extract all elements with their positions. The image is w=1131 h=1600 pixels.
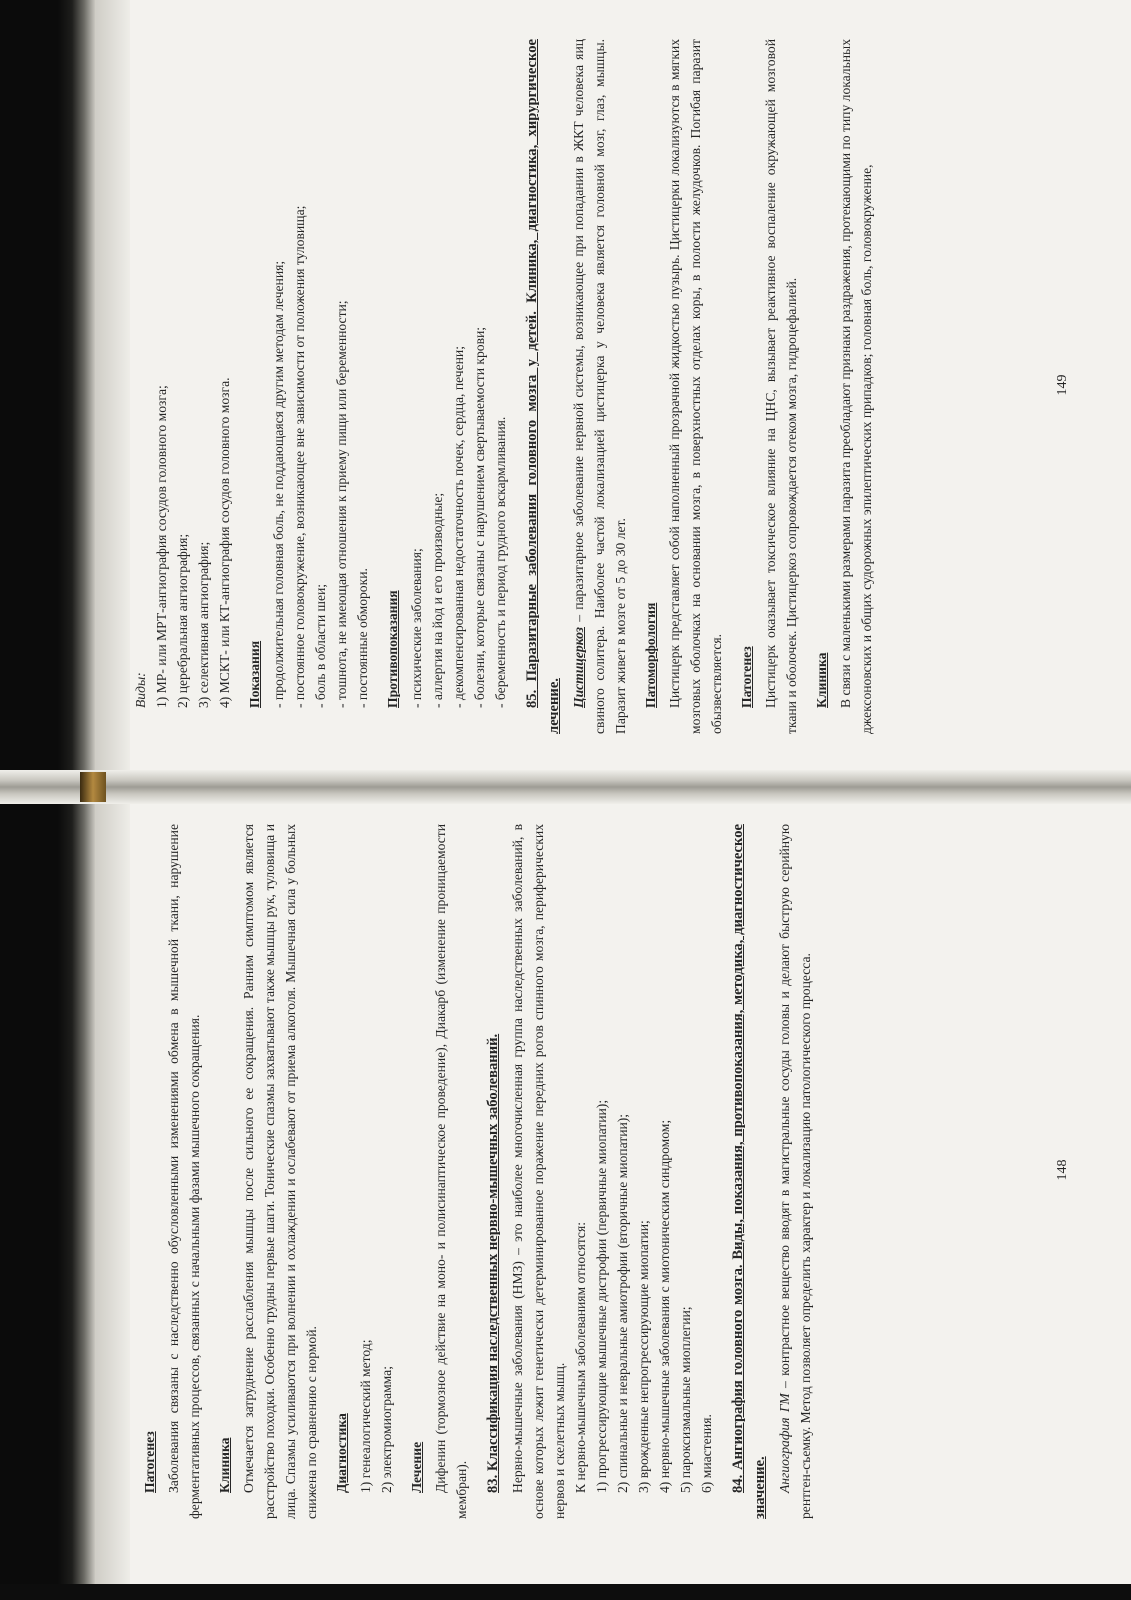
- list-item-83: 3) врожденные непрогрессирующие миопатии;: [636, 1220, 651, 1493]
- list-item-83: 6) миастения.: [699, 1414, 714, 1493]
- heading-diagnostika: Диагностика: [334, 1413, 349, 1493]
- scanner-bottom-edge: [0, 1584, 1131, 1600]
- paragraph-klinika: Отмечается затруднение расслабления мышцы после сильного ее сокращения. Ранним симптомом является расстройство походки. Особенно трудны первые шаги. Тонические спазмы захватывают также мышцы рук, туловища и лица. Спазмы усиливаются при волнении и охлаждении и ослабевают от приема алкоголя. Мышечная сила у больных снижена по сравнению с нормой.: [241, 824, 319, 1519]
- diagnostika-item: 2) электромиограмма;: [379, 1366, 394, 1493]
- protivopokazania-item: - психические заболевания;: [409, 548, 424, 708]
- section-83-title: Классификация наследственных нервно-мышечных заболеваний.: [485, 1033, 501, 1472]
- section-84-heading: [727, 824, 771, 1519]
- page-149-text: [130, 39, 877, 734]
- list-item-83: 1) прогрессирующие мышечные дистрофии (первичные миопатии);: [594, 1099, 609, 1493]
- heading-protivopokazania: Противопоказания: [385, 590, 400, 708]
- term-cysticercosis: Цистицеркоз: [571, 627, 586, 708]
- heading-patogenez: Патогенез: [142, 1431, 157, 1493]
- paragraph-patogenez-149: Цистицерк оказывает токсическое влияние на ЦНС, вызывает реактивное воспаление окружающей мозговой ткани и оболочек. Цистицеркоз сопровождается отеком мозга, гидроцефалией.: [763, 39, 799, 734]
- vidy-item: 1) МР- или МРТ-ангиография сосудов головного мозга;: [154, 385, 169, 708]
- protivopokazania-item: - беременность и период грудного вскармливания.: [493, 416, 508, 708]
- vidy-item: 3) селективная ангиография;: [196, 541, 211, 708]
- page-number-148: 148: [1055, 1159, 1070, 1181]
- section-85-title: Паразитарные заболевания головного мозга у детей. Клиника, диагностика, хирургическое лечение.: [524, 39, 562, 734]
- protivopokazania-item: - аллергия на йод и его производные;: [430, 492, 445, 708]
- paragraph-83-definition: Нервно-мышечные заболевания (НМЗ) – это наиболее многочисленная группа наследственных заболеваний, в основе которых лежит генетически детерминированное поражение передних рогов спинного мозга, периферических нервов и скелетных мышц.: [510, 824, 567, 1519]
- vidy-item: 4) МСКТ- или КТ-ангиография сосудов головного мозга.: [217, 377, 232, 708]
- protivopokazania-item: - декомпенсированная недостаточность почек, сердца, печени;: [451, 346, 466, 708]
- heading-klinika: Клиника: [217, 1437, 232, 1493]
- diagnostika-item: 1) генеалогический метод;: [358, 1339, 373, 1493]
- section-85-number: 85.: [524, 689, 540, 708]
- list-item-83: 5) пароксизмальные миоплегии;: [678, 1306, 693, 1493]
- paragraph-84-angiography: [774, 824, 816, 1519]
- pokazania-item: - боль в области шеи;: [313, 583, 328, 708]
- vidy-label: Виды:: [133, 672, 148, 708]
- page-148: [110, 795, 1090, 1545]
- paragraph-85-text: – паразитарное заболевание нервной системы, возникающее при попадании в ЖКТ человека яиц свиного солитера. Наиболее частой локализацией цистицерка у человека является головной мозг, глаз, мышцы. Паразит живет в мозге от 5 до 30 лет.: [571, 39, 628, 734]
- list-item-83: 2) спинальные и невральные амиотрофии (вторичные миопатии);: [615, 1113, 630, 1493]
- page-149: [110, 10, 1090, 760]
- term-angiography: Ангиография ГМ: [777, 1393, 792, 1493]
- paragraph-84-text: – контрастное вещество вводят в магистральные сосуды головы и делают быструю серийную рентген-съемку. Метод позволяет определить характер и локализацию патологического процесса.: [777, 824, 813, 1519]
- pokazania-item: - продолжительная головная боль, не поддающаяся другим методам лечения;: [271, 260, 286, 708]
- section-84-title: Ангиография головного мозга. Виды, показания, противопоказания, методика, диагностическое значение.: [730, 824, 768, 1519]
- section-83-heading: [482, 824, 504, 1519]
- pokazania-item: - постоянное головокружение, возникающее вне зависимости от положения туловища;: [292, 205, 307, 708]
- pokazania-item: - постоянные обмороки.: [355, 568, 370, 708]
- paragraph-patomorfologia: Цистицерк представляет собой наполненный прозрачной жидкостью пузырь. Цистицерки локализуются в мягких мозговых оболочках на основании мозга, в поверхностных отделах коры, в полости желудочков. Погибая паразит обызвествляется.: [667, 39, 724, 734]
- heading-patomorfologia: Патоморфология: [643, 602, 658, 708]
- pokazania-item: - тошнота, не имеющая отношения к приему пищи или беременности;: [334, 300, 349, 708]
- paragraph-lechenie: Дифенин (тормозное действие на моно- и полисинаптическое проведение), Диакарб (изменение проницаемости мембран).: [433, 824, 469, 1519]
- binding-strip: [80, 772, 106, 802]
- section-84-number: 84.: [730, 1474, 746, 1493]
- heading-pokazania: Показания: [247, 640, 262, 708]
- paragraph-83-intro: К нервно-мышечным заболеваниям относятся:: [573, 1222, 588, 1493]
- section-83-number: 83.: [485, 1474, 501, 1493]
- page-148-text: [130, 824, 816, 1519]
- heading-klinika-149: Клиника: [814, 652, 829, 708]
- section-85-heading: [521, 39, 565, 734]
- paragraph-klinika-149: В связи с маленькими размерами паразита преобладают признаки раздражения, протекающими по типу локальных джексоновских и общих судорожных эпилептических припадков; головная боль, головокружение,: [838, 39, 874, 734]
- page-number-149: 149: [1055, 374, 1070, 396]
- vidy-item: 2) церебральная ангиография;: [175, 533, 190, 708]
- list-item-83: 4) нервно-мышечные заболевания с миотоническим синдромом;: [657, 1119, 672, 1493]
- paragraph-patogenez: Заболевания связаны с наследственно обусловленными изменениями обмена в мышечной ткани, нарушение ферментативных процессов, связанных с начальными фазами мышечного сокращения.: [166, 824, 202, 1519]
- paragraph-85-cysticercosis: [568, 39, 631, 734]
- heading-lechenie: Лечение: [409, 1441, 424, 1493]
- heading-patogenez-149: Патогенез: [739, 646, 754, 708]
- protivopokazania-item: - болезни, которые связаны с нарушением свертываемости крови;: [472, 326, 487, 708]
